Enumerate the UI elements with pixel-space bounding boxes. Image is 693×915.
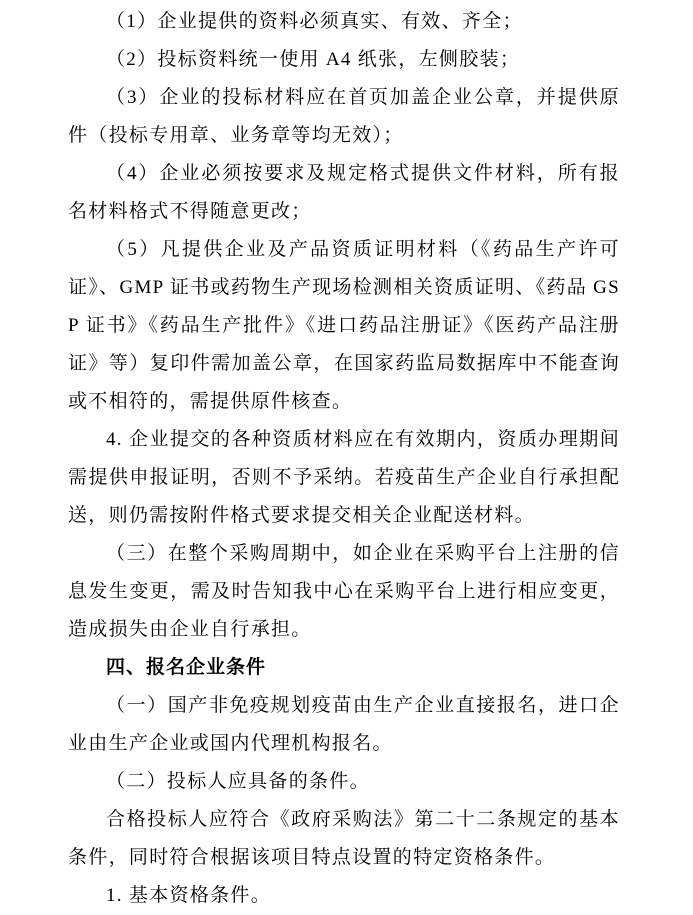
paragraph-item-4: （4）企业必须按要求及规定格式提供文件材料，所有报名材料格式不得随意更改； bbox=[68, 163, 620, 222]
paragraph-item-yi: （一）国产非免疫规划疫苗由生产企业直接报名，进口企业由生产企业或国内代理机构报名。 bbox=[68, 695, 620, 754]
paragraph-item-er: （二）投标人应具备的条件。 bbox=[106, 771, 370, 792]
paragraph-item-2: （2）投标资料统一使用 A4 纸张，左侧胶装； bbox=[106, 49, 521, 70]
paragraph-item-basic-qualification: 1. 基本资格条件。 bbox=[106, 885, 272, 906]
paragraph-item-4-qualification: 4. 企业提交的各种资质材料应在有效期内，资质办理期间需提供申报证明，否则不予采纳。若疫苗生产企业自行承担配送，则仍需按附件格式要求提交相关企业配送材料。 bbox=[68, 429, 620, 526]
paragraph-item-5: （5）凡提供企业及产品资质证明材料（《药品生产许可证》、GMP 证书或药物生产现场检测相关资质证明、《药品 GSP 证书》《药品生产批件》《进口药品注册证》《医药产品注册证》等）复印件需加盖公章，在国家药监局数据库中不能查询或不相符的，需提供原件核查。 bbox=[68, 239, 620, 412]
paragraph-item-1: （1）企业提供的资料必须真实、有效、齐全； bbox=[106, 11, 523, 32]
paragraph-item-3: （3）企业的投标材料应在首页加盖企业公章，并提供原件（投标专用章、业务章等均无效）； bbox=[68, 87, 620, 146]
paragraph-body-qualified-bidder: 合格投标人应符合《政府采购法》第二十二条规定的基本条件，同时符合根据该项目特点设置的特定资格条件。 bbox=[68, 809, 620, 868]
paragraph-item-san: （三）在整个采购周期中，如企业在采购平台上注册的信息发生变更，需及时告知我中心在采购平台上进行相应变更，造成损失由企业自行承担。 bbox=[68, 543, 620, 640]
section-heading: 四、报名企业条件 bbox=[106, 657, 267, 678]
